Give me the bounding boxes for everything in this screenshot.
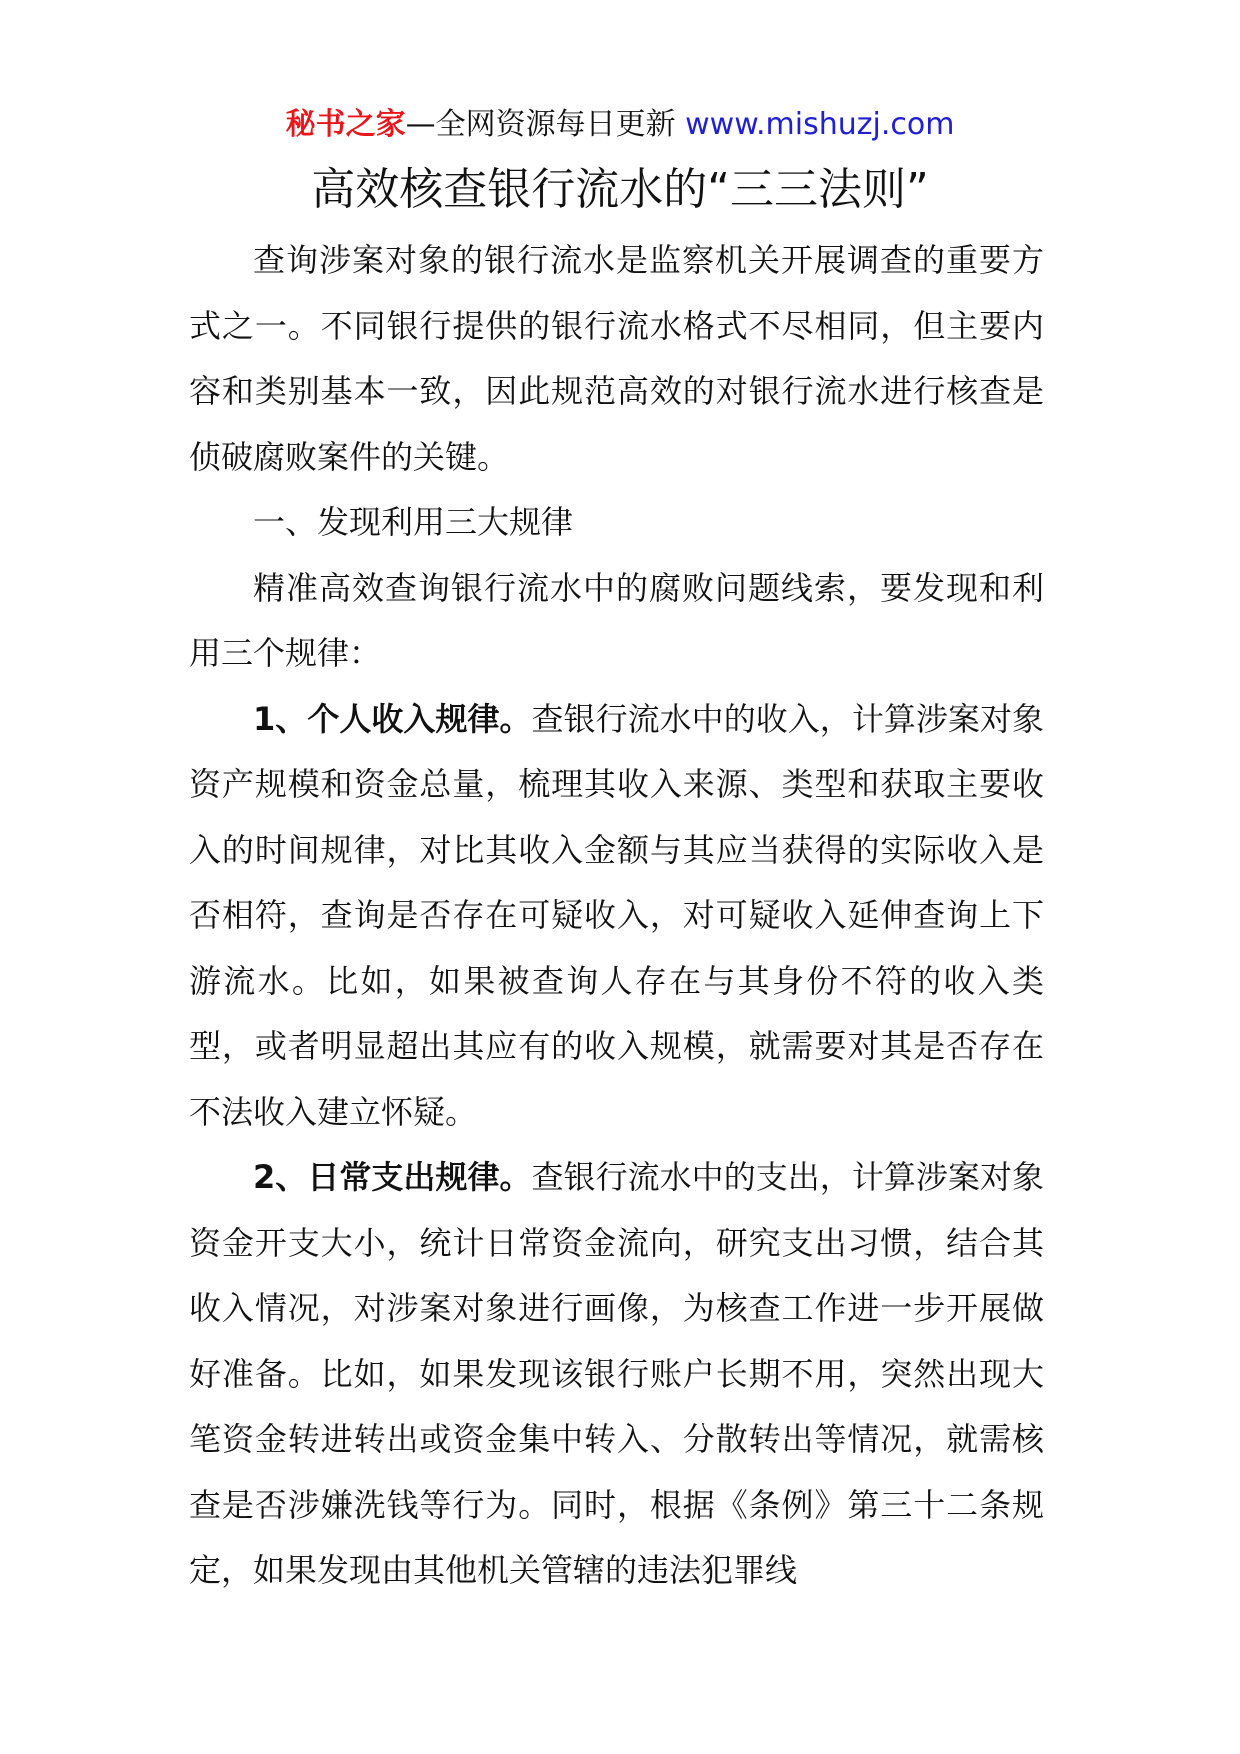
header-tagline: —全网资源每日更新 [405,107,676,142]
rule-label: 2、日常支出规律。 [253,1158,532,1196]
intro-paragraph: 查询涉案对象的银行流水是监察机关开展调查的重要方式之一。不同银行提供的银行流水格式不尽相同，但主要内容和类别基本一致，因此规范高效的对银行流水进行核查是侦破腐败案件的关键。 [189,241,1044,476]
rule-paragraph-income [189,687,1044,1146]
brand-name: 秘书之家 [285,107,406,142]
document-body [189,228,1044,1604]
rule-text: 查银行流水中的收入，计算涉案对象资产规模和资金总量，梳理其收入来源、类型和获取主要收入的时间规律，对比其收入金额与其应当获得的实际收入是否相符，查询是否存在可疑收入，对可疑收入延伸查询上下游流水。比如，如果被查询人存在与其身份不符的收入类型，或者明显超出其应有的收入规模，就需要对其是否存在不法收入建立怀疑。 [189,699,1044,1131]
site-url-link[interactable]: www.mishuzj.com [685,107,955,142]
page-title: 高效核查银行流水的“三三法则” [311,164,929,215]
section-intro-paragraph: 精准高效查询银行流水中的腐败问题线索，要发现和利用三个规律： [189,568,1044,672]
rule-text: 查银行流水中的支出，计算涉案对象资金开支大小，统计日常资金流向，研究支出习惯，结合其收入情况，对涉案对象进行画像，为核查工作进一步开展做好准备。比如，如果发现该银行账户长期不用，突然出现大笔资金转进转出或资金集中转入、分散转出等情况，就需核查是否涉嫌洗钱等行为。同时，根据《条例》第三十二条规定，如果发现由其他机关管辖的违法犯罪线 [189,1158,1044,1589]
rule-paragraph-expense [189,1145,1044,1604]
rule-label: 1、个人收入规律。 [253,699,532,738]
site-header [0,104,1240,146]
section-heading: 一、发现利用三大规律 [253,503,574,541]
